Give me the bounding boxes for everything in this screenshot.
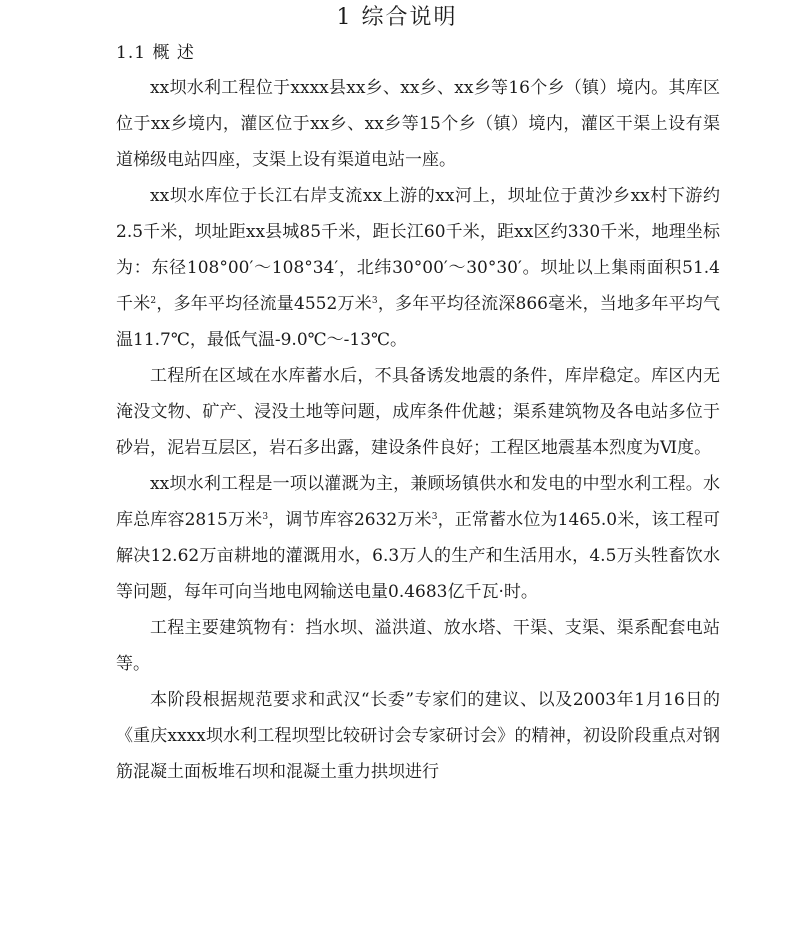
section-heading: 1.1 概 述 (116, 43, 195, 63)
paragraph-design-stage: 本阶段根据规范要求和武汉“长委”专家们的建议、以及2003年1月16日的《重庆xxxx坝水利工程坝型比较研讨会专家研讨会》的精神，初设阶段重点对钢筋混凝土面板堆石坝和混凝土重力拱坝进行 (116, 690, 720, 782)
superscript-unit: 3 (262, 512, 269, 522)
superscript-unit: 3 (371, 296, 378, 306)
body-text (116, 70, 720, 790)
text-run: xx坝水利工程是一项以灌溉为主，兼顾场镇供水和发电的中型水利工程。水库总库容2815万米 (116, 474, 720, 530)
paragraph-structures: 工程主要建筑物有：挡水坝、溢洪道、放水塔、干渠、支渠、渠系配套电站等。 (116, 618, 720, 674)
text-run: ，多年平均径流深866毫米，当地多年平均气温11.7℃，最低气温-9.0℃～-13℃。 (116, 294, 721, 350)
text-run: ，调节库容2632万米 (268, 510, 432, 530)
paragraph-reservoir (116, 178, 720, 358)
superscript-unit: 2 (150, 296, 157, 306)
text-run: xx坝水库位于长江右岸支流xx上游的xx河上，坝址位于黄沙乡xx村下游约2.5千米，坝址距xx县城85千米，距长江60千米，距xx区约330千米，地理坐标为：东径108°00′～108°34′，北纬30°00′～30°30′。坝址以上集雨面积51.4千米 (116, 186, 720, 314)
paragraph-location: xx坝水利工程位于xxxx县xx乡、xx乡、xx乡等16个乡（镇）境内。其库区位于xx乡境内，灌区位于xx乡、xx乡等15个乡（镇）境内，灌区干渠上设有渠道梯级电站四座，支渠上设有渠道电站一座。 (116, 78, 720, 170)
paragraph-geology: 工程所在区域在水库蓄水后，不具备诱发地震的条件，库岸稳定。库区内无淹没文物、矿产、浸没土地等问题，成库条件优越；渠系建筑物及各电站多位于砂岩，泥岩互层区，岩石多出露，建设条件良好；工程区地震基本烈度为Ⅵ度。 (116, 366, 720, 458)
text-run: ，多年平均径流量4552万米 (156, 294, 372, 314)
superscript-unit: 3 (431, 512, 438, 522)
page-title: 1 综合说明 (336, 5, 458, 30)
paragraph-capacity (116, 466, 720, 610)
text-run: ，正常蓄水位为1465.0米，该工程可解决12.62万亩耕地的灌溉用水，6.3万人的生产和生活用水，4.5万头牲畜饮水等问题，每年可向当地电网输送电量0.4683亿千瓦·时。 (116, 510, 721, 602)
